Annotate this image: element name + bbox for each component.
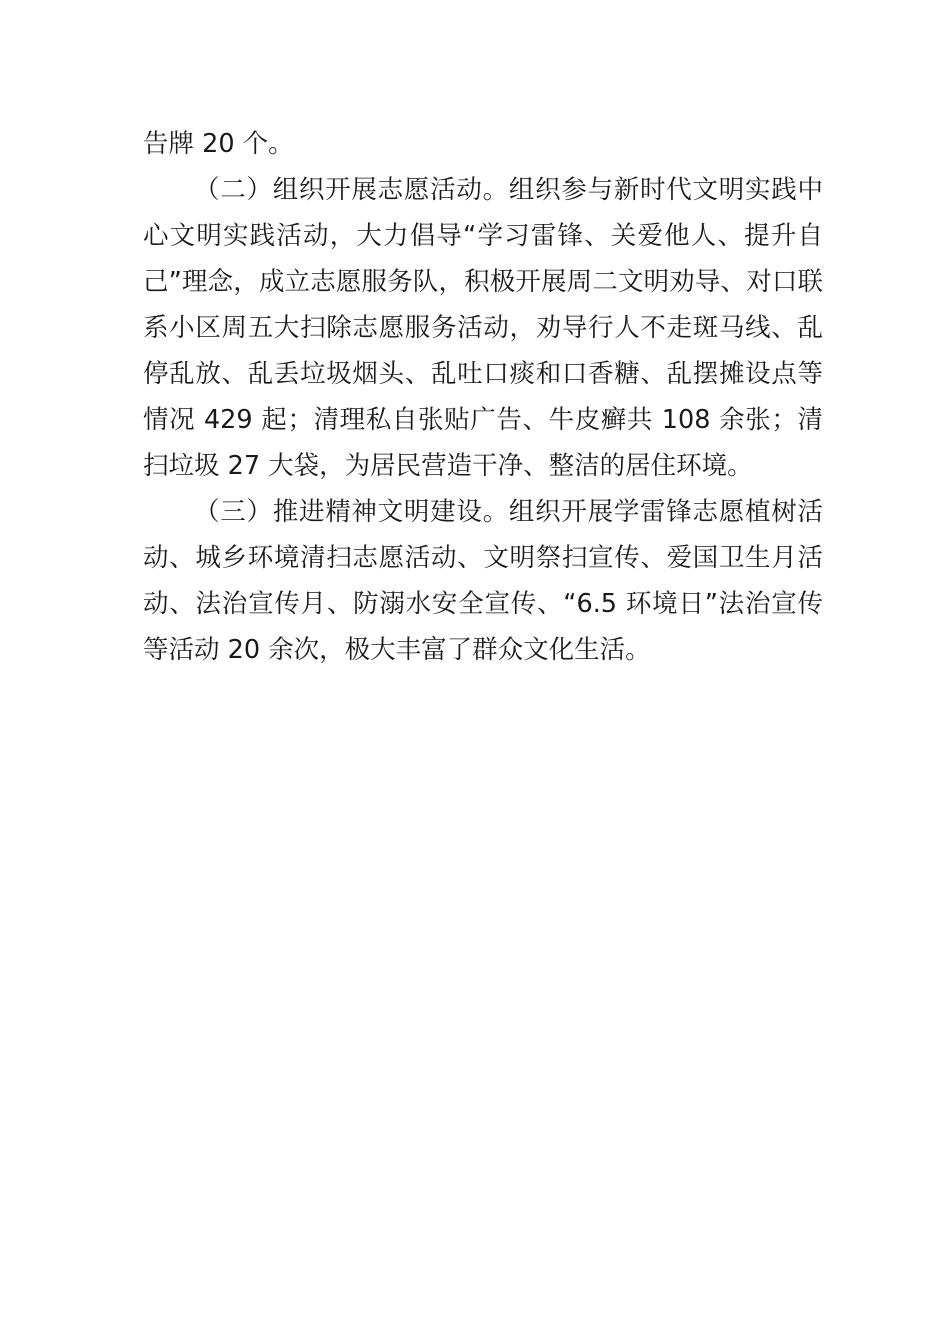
paragraph-spiritual-civilization: （三）推进精神文明建设。组织开展学雷锋志愿植树活动、城乡环境清扫志愿活动、文明祭扫宣传、爱国卫生月活动、法治宣传月、防溺水安全宣传、“6.5 环境日”法治宣传等活动 20 余次，极大丰富了群众文化生活。 [143,497,823,665]
paragraph-continuation: 告牌 20 个。 [143,129,294,159]
document-body [143,121,823,673]
paragraph-volunteer-activities: （二）组织开展志愿活动。组织参与新时代文明实践中心文明实践活动，大力倡导“学习雷锋、关爱他人、提升自己”理念，成立志愿服务队，积极开展周二文明劝导、对口联系小区周五大扫除志愿服务活动，劝导行人不走斑马线、乱停乱放、乱丢垃圾烟头、乱吐口痰和口香糖、乱摆摊设点等情况 429 起；清理私自张贴广告、牛皮癣共 108 余张；清扫垃圾 27 大袋，为居民营造干净、整洁的居住环境。 [143,175,823,481]
